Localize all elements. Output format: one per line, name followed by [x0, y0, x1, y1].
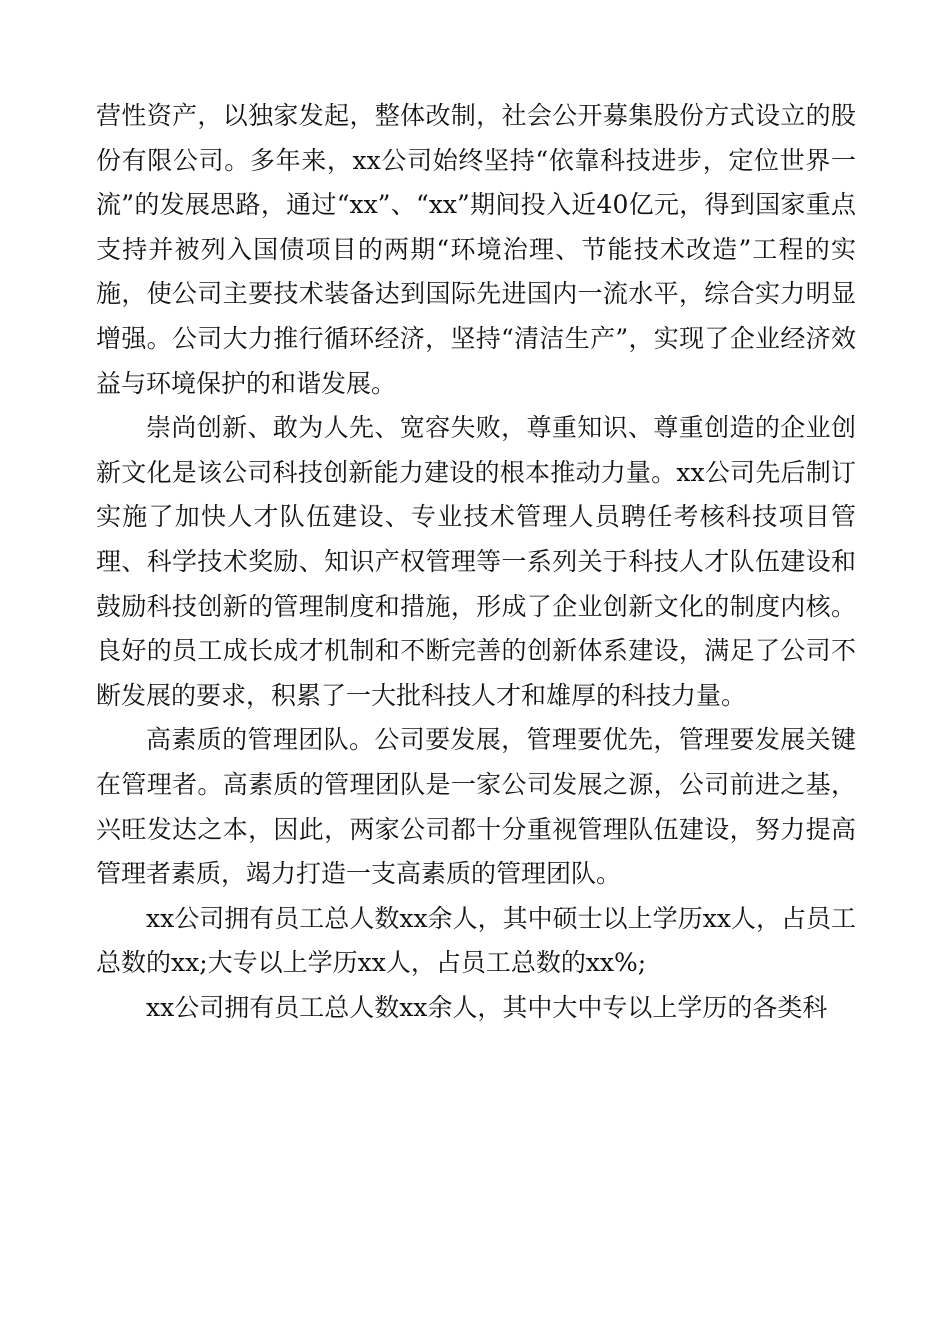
paragraph-innovation-culture: 崇尚创新、敢为人先、宽容失败，尊重知识、尊重创造的企业创新文化是该公司科技创新能力建设的根本推动力量。xx公司先后制订实施了加快人才队伍建设、专业技术管理人员聘任考核科技项目管理、科学技术奖励、知识产权管理等一系列关于科技人才队伍建设和鼓励科技创新的管理制度和措施，形成了企业创新文化的制度内核。良好的员工成长成才机制和不断完善的创新体系建设，满足了公司不断发展的要求，积累了一大批科技人才和雄厚的科技力量。: [96, 413, 856, 710]
paragraph-staff-statistics-2: xx公司拥有员工总人数xx余人，其中大中专以上学历的各类科: [146, 992, 828, 1022]
paragraph-staff-statistics-1: xx公司拥有员工总人数xx余人，其中硕士以上学历xx人，占员工总数的xx;大专以上学历xx人，占员工总数的xx%;: [96, 903, 856, 978]
document-body: [96, 94, 856, 1030]
paragraph-management-team: 高素质的管理团队。公司要发展，管理要优先，管理要发展关键在管理者。高素质的管理团队是一家公司发展之源，公司前进之基，兴旺发达之本，因此，两家公司都十分重视管理队伍建设，努力提高管理者素质，竭力打造一支高素质的管理团队。: [96, 725, 856, 889]
paragraph-continued-company-overview: 营性资产，以独家发起，整体改制，社会公开募集股份方式设立的股份有限公司。多年来，xx公司始终坚持“依靠科技进步，定位世界一流”的发展思路，通过“xx”、“xx”期间投入近40亿元，得到国家重点支持并被列入国债项目的两期“环境治理、节能技术改造”工程的实施，使公司主要技术装备达到国际先进国内一流水平，综合实力明显增强。公司大力推行循环经济，坚持“清洁生产”，实现了企业经济效益与环境保护的和谐发展。: [96, 101, 856, 398]
